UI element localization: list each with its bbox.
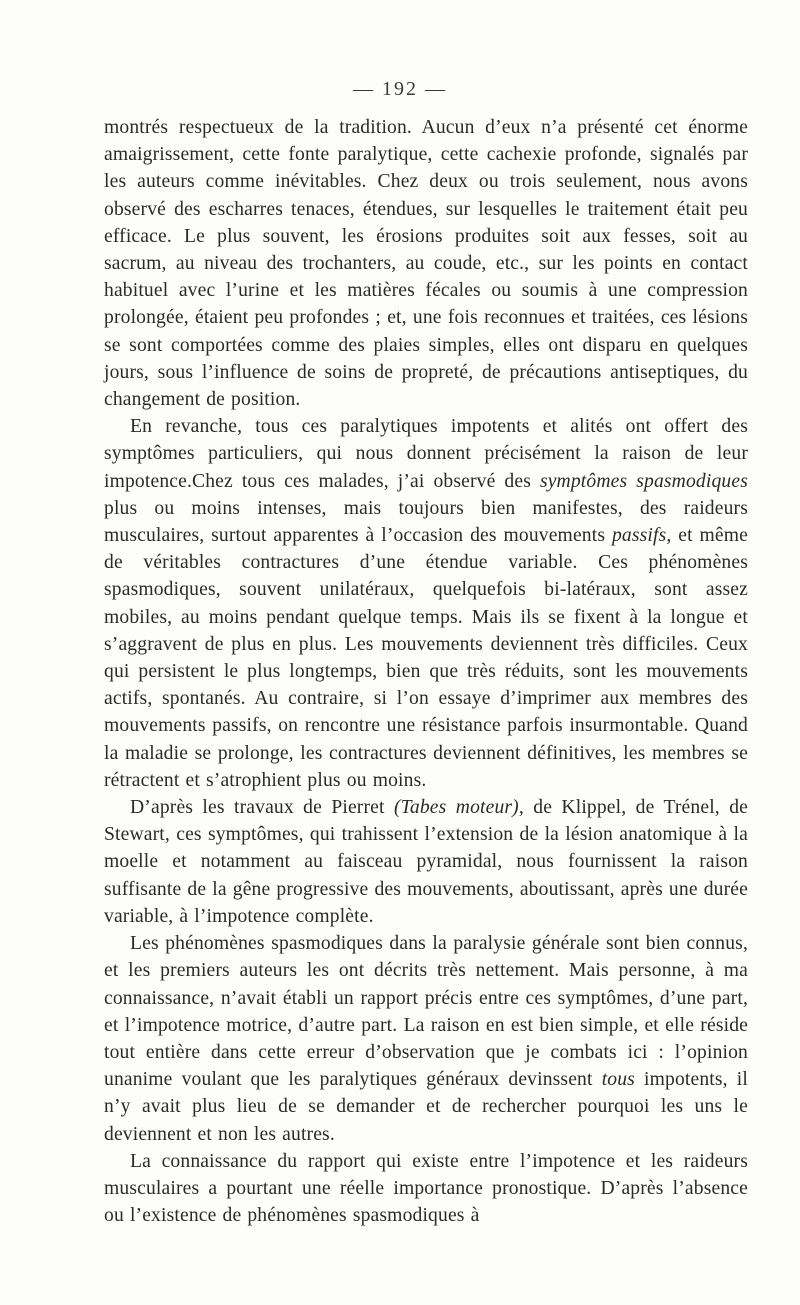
emphasis-symptomes-spasmodiques: symptômes spasmodiques: [539, 470, 748, 492]
emphasis-passifs: passifs,: [611, 525, 672, 547]
paragraph-1: montrés respectueux de la tradition. Aucun d’eux n’a présenté cet énorme amaigrissement, cette fonte paralytique, cette cachexie profonde, signalés par les auteurs comme inévitables. Chez deux ou trois seulement, nous avons observé des escharres tenaces, étendues, sur lesquelles le traitement était peu efficace. Le plus souvent, les érosions produites soit aux fesses, soit au sacrum, au niveau des trochanters, au coude, etc., sur les points en contact habituel avec l’urine et les matières fécales ou soumis à une compression prolongée, étaient peu profondes ; et, une fois reconnues et traitées, ces lésions se sont comportées comme des plaies simples, elles ont disparu en quelques jours, sous l’influence de soins de propreté, de précautions antiseptiques, du changement de position.: [104, 117, 748, 411]
emphasis-tabes-moteur: (Tabes moteur),: [393, 797, 524, 819]
paragraph-4: Les phénomènes spasmodiques dans la paralysie générale sont bien connus, et les premiers auteurs les ont décrits très nettement. Mais personne, à ma connaissance, n’avait établi un rapport précis entre ces symptômes, d’une part, et l’impotence motrice, d’autre part. La raison en est bien simple, et elle réside tout entière dans cette erreur d’observation que je combats ici : l’opinion unanime voulant que les paralytiques généraux devinssent tous impotents, il n’y avait plus lieu de se demander et de rechercher pourquoi les uns le deviennent et non les autres.: [104, 933, 748, 1145]
emphasis-tous: tous: [601, 1069, 635, 1091]
paragraph-3: D’après les travaux de Pierret (Tabes moteur), de Klippel, de Trénel, de Stewart, ces symptômes, qui trahissent l’extension de la lésion anatomique à la moelle et notamment au faisceau pyramidal, nous fournissent la raison suffisante de la gêne progressive des mouvements, aboutissant, après une durée variable, à l’impotence complète.: [104, 797, 748, 927]
paragraph-2: En revanche, tous ces paralytiques impotents et alités ont offert des symptômes particuliers, qui nous donnent précisément la raison de leur impotence.Chez tous ces malades, j’ai observé des symptômes spasmodiques plus ou moins intenses, mais toujours bien manifestes, des raideurs musculaires, surtout apparentes à l’occasion des mouvements passifs, et même de véritables contractures d’une étendue variable. Ces phénomènes spasmodiques, souvent unilatéraux, quelquefois bi-latéraux, sont assez mobiles, au moins pendant quelque temps. Mais ils se fixent à la longue et s’aggravent de plus en plus. Les mouvements deviennent très difficiles. Ceux qui persistent le plus longtemps, bien que très réduits, sont les mouvements actifs, spontanés. Au contraire, si l’on essaye d’imprimer aux membres des mouvements passifs, on rencontre une résistance parfois insurmontable. Quand la maladie se prolonge, les contractures deviennent définitives, les membres se rétractent et s’atrophient plus ou moins.: [104, 416, 749, 791]
paragraph-5: La connaissance du rapport qui existe entre l’impotence et les raideurs musculaires a pourtant une réelle importance pronostique. D’après l’absence ou l’existence de phénomènes spasmodiques à: [104, 1150, 748, 1227]
page-number: — 192 —: [353, 78, 447, 100]
body-text: [104, 114, 748, 1229]
